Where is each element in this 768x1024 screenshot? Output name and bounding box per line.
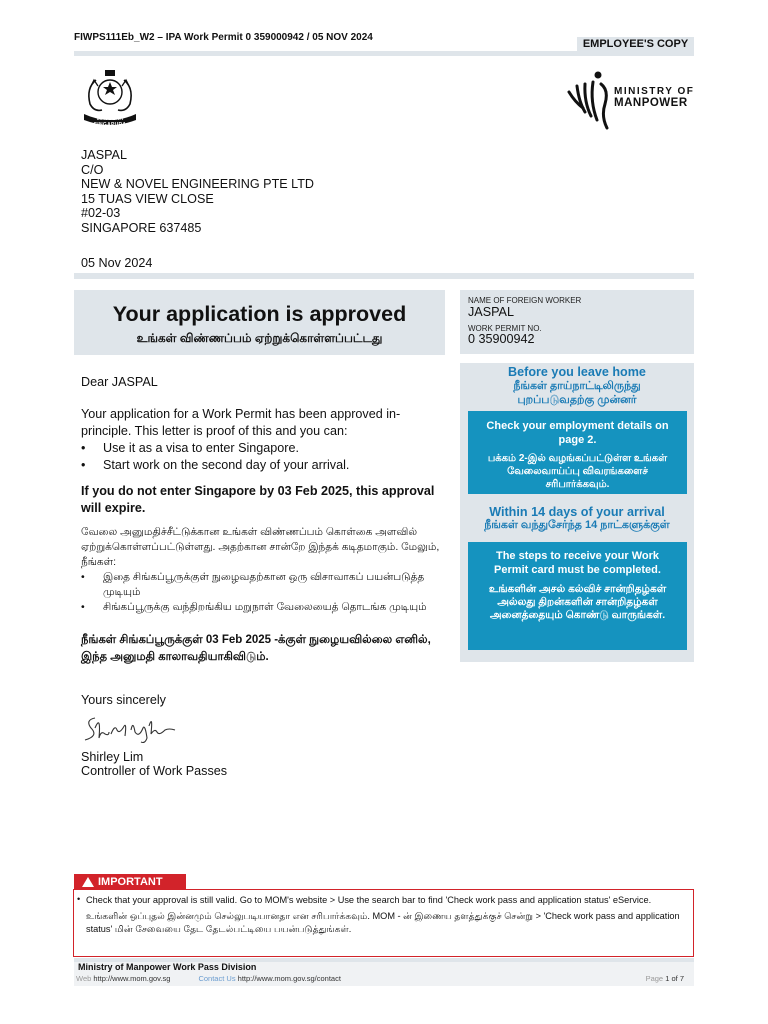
important-text-en: Check that your approval is still valid. Go to MOM's website > Use the search bar to find 'Check work pass and application status' eService. [86,895,652,905]
web-label: Web [76,974,92,983]
important-label: IMPORTANT [98,876,163,888]
warning-icon [82,877,94,887]
recipient-address [81,148,314,236]
within-14-days-heading: Within 14 days of your arrival [489,505,665,519]
address-line: JASPAL [81,148,127,162]
approval-title: Your application is approved [112,302,407,326]
worker-name: JASPAL [468,305,514,319]
copy-label: EMPLOYEE'S COPY [577,37,694,51]
page-current: 1 [665,974,670,983]
letter-greeting: Dear JASPAL [81,375,158,389]
section-divider [74,273,694,279]
letter-intro-tamil: வேலை அனுமதிச்சீட்டுக்கான உங்கள் விண்ணப்பம் கொள்கை அளவில் ஏற்றுக்கொள்ளப்பட்டுள்ளது. அதற்கான சான்றே இந்தக் கடிதமாகும். மேலும், நீங்கள்: [81,526,440,568]
list-item: • சிங்கப்பூருக்கு வந்திறங்கிய மறுநாள் வேலையைத் தொடங்க முடியும் [81,600,441,615]
permit-number: 0 35900942 [468,332,535,346]
employment-details-text-tamil: பக்கம் 2-இல் வழங்கப்பட்டுள்ள உங்கள் வேலைவாய்ப்பு விவரங்களைச் சரிபார்க்கவும். [487,453,668,490]
next-steps-sidebar [460,363,694,662]
letter-body-tamil [81,525,441,615]
employment-details-text: Check your employment details on page 2. [486,420,669,446]
work-permit-steps-text: The steps to receive your Work Permit card must be completed. [494,550,661,576]
within-14-days-heading-tamil: நீங்கள் வந்துசேர்ந்த 14 நாட்களுக்குள் [484,519,670,531]
list-item: • இதை சிங்கப்பூருக்குள் நுழைவதற்கான ஒரு விசாவாகப் பயன்படுத்த முடியும் [81,570,441,600]
closing: Yours sincerely [81,693,166,707]
bullet-icon: • [77,894,81,904]
ministry-line-2: MANPOWER [614,97,688,109]
footer-division: Ministry of Manpower Work Pass Division [78,962,257,972]
letter-date: 05 Nov 2024 [81,256,153,270]
important-text [74,890,693,906]
before-leave-heading-tamil: நீங்கள் தாய்நாட்டிலிருந்து புறப்படுவதற்கு முன்னர் [513,380,641,406]
important-text-tamil: உங்களின் ஒப்புதல் இன்னமும் செல்லுபடியானதா என சரிபார்க்கவும். MOM - ன் இணைய தளத்துக்குச் சென்று > 'Check work pass and application status' மின் சேவையை தேட தேடல்பட்டியை பயன்படுத்துங்கள். [86,911,680,934]
page-indicator [646,974,684,983]
worker-details-box [460,290,694,354]
footer [74,962,694,986]
address-line: C/O [81,162,104,177]
web-link[interactable]: http://www.mom.gov.sg [93,974,171,983]
work-permit-steps-box [468,542,687,650]
address-line: #02-03 [81,206,121,221]
address-line: 15 TUAS VIEW CLOSE [81,191,214,206]
ministry-line-1: MINISTRY OF [614,86,695,97]
address-line: NEW & NOVEL ENGINEERING PTE LTD [81,177,315,192]
letter-body [81,406,441,474]
crest-motto: MAJULAH SINGAPURA [93,116,127,128]
document-reference: FIWPS111Eb_W2 – IPA Work Permit 0 359000942 / 05 NOV 2024 [74,32,373,43]
before-leave-heading: Before you leave home [508,365,646,379]
approval-title-tamil: உங்கள் விண்ணப்பம் ஏற்றுக்கொள்ளப்பட்டது [136,331,383,345]
header-divider [74,51,694,56]
permit-number-label: WORK PERMIT NO. [468,324,542,333]
list-item: • Use it as a visa to enter Singapore. [81,440,441,457]
signer-name: Shirley Lim [81,750,144,764]
work-permit-steps-text-tamil: உங்களின் அசல் கல்விச் சான்றிதழ்கள் அல்லது திறன்களின் சான்றிதழ்கள் அனைத்தையும் கொண்டு வாருங்கள். [488,583,667,621]
signer-title: Controller of Work Passes [81,764,228,778]
important-tag [74,874,186,890]
employment-details-box [468,411,687,494]
page-of: of [671,974,678,983]
expiry-warning-tamil: நீங்கள் சிங்கப்பூருக்குள் 03 Feb 2025 -க்குள் நுழையவில்லை எனில், இந்த அனுமதி காலாவதியாகிவிடும். [81,634,431,663]
approval-banner [74,290,445,355]
important-notice [73,889,694,957]
contact-label: Contact Us [198,974,236,983]
page-total: 7 [679,974,684,983]
expiry-warning: If you do not enter Singapore by 03 Feb 2025, this approval will expire. [81,484,435,515]
worker-name-label: NAME OF FOREIGN WORKER [468,296,582,305]
footer-links [76,974,341,983]
page-label: Page [645,974,664,983]
address-line: SINGAPORE 637485 [81,220,202,235]
letter-intro: Your application for a Work Permit has been approved in-principle. This letter is proof of this and you can: [81,407,401,438]
signature-image [81,708,181,744]
contact-link[interactable]: http://www.mom.gov.sg/contact [237,974,341,983]
list-item: • Start work on the second day of your arrival. [81,457,441,474]
